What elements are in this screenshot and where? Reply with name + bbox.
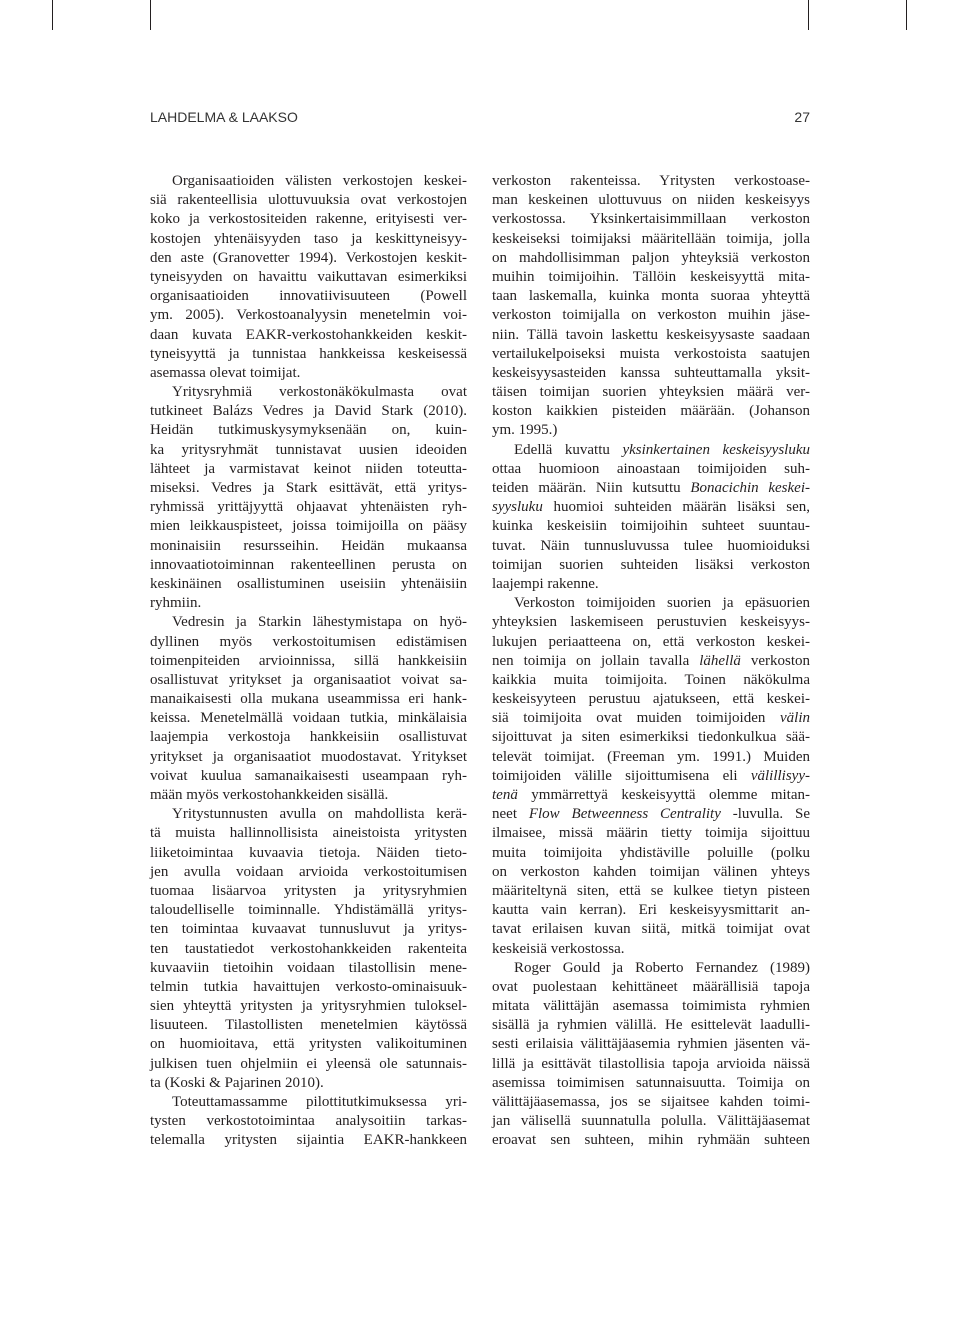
text-line: koko ja verkostositeiden rakenne, erityisesti ver- bbox=[150, 211, 467, 228]
paragraph bbox=[150, 805, 467, 1093]
text-line: lähteet ja varmistavat keinot niiden toteutta- bbox=[150, 460, 467, 477]
text-segment: teiden määrän. Niin kutsuttu bbox=[492, 480, 691, 496]
right-column bbox=[492, 172, 810, 1151]
text-line: jan välisellä suunnatulla polulla. Välittäjäasemat bbox=[492, 1113, 810, 1130]
text-segment: huomioi suhteiden määrän lisäksi sen, bbox=[542, 499, 810, 516]
text-line: Verkoston toimijoiden suorien ja epäsuorien bbox=[514, 595, 810, 612]
crop-mark bbox=[52, 0, 53, 30]
text-segment: verkoston bbox=[740, 652, 810, 669]
text-line: daan kuvata EAKR-verkostohankkeiden keskit- bbox=[150, 326, 467, 343]
text-line: ym. 1995.) bbox=[492, 422, 558, 439]
text-line: toimijan suorien suhteiden lisäksi verkoston bbox=[492, 556, 810, 573]
italic-segment: lähellä bbox=[699, 652, 741, 669]
text-line: keskeiseksi toimijaksi määritellään toimija, jolla bbox=[492, 230, 810, 247]
text-line: tavat erilaisen kuvan siitä, mitkä toimijat ovat bbox=[492, 921, 810, 938]
text-line: ten toimintaa kuvaavat tunnusluvut ja yritys- bbox=[150, 921, 467, 938]
text-line: kautta vain kerran). Eri keskeisyysmittarit an- bbox=[492, 902, 810, 919]
text-line: asemassa olevat toimijat. bbox=[150, 364, 301, 381]
text-line: muihin toimijoihin. Tällöin keskeisyyttä mita- bbox=[492, 268, 810, 285]
text-line: ten taustatiedot verkostohankkeiden rakenteita bbox=[150, 940, 467, 957]
text-line bbox=[492, 652, 810, 671]
italic-segment: tenä bbox=[492, 787, 518, 803]
text-line: laajempia verkostoja hankkeisiin osallistuvat bbox=[150, 729, 467, 746]
text-line: lisuuteen. Tilastollisten menetelmien käytössä bbox=[150, 1017, 467, 1034]
text-line: Vedresin ja Starkin lähestymistapa on hyö- bbox=[172, 614, 467, 631]
text-line: keskinäinen osallistuminen useisiin yhtenäisiin bbox=[150, 575, 467, 592]
text-line: tyneisyyden on havaittu vaikuttavan esimerkiksi bbox=[150, 268, 467, 285]
text-line: niin. Tällä tavoin laskettu keskeisyysaste saadaan bbox=[492, 326, 810, 343]
text-line: mitata välittäjän asemassa toimimista ryhmien bbox=[492, 998, 810, 1015]
text-line: siä rakenteellisia ulottuvuuksia ovat verkostojen bbox=[150, 192, 467, 209]
text-line: keskeisiä verkostossa. bbox=[492, 940, 625, 957]
text-line bbox=[492, 441, 810, 460]
text-line: Yritystunnusten avulla on mahdollista kerä- bbox=[172, 806, 467, 823]
text-line: keskeisyysasteiden kanssa suhteuttamalla yksit- bbox=[492, 364, 810, 381]
text-line: ryhmissä yrittäjyyttä ohjaavat yhtenäisten ryh- bbox=[150, 499, 467, 516]
text-line: tyneisyyttä ja tunnistaa hankkeissa keskeisessä bbox=[150, 345, 467, 362]
text-line: miseksi. Vedres ja Stark esittävät, että yritys- bbox=[150, 480, 467, 496]
text-line: kaikkia muita toimijoita. Toinen näkökulma bbox=[492, 671, 810, 688]
text-line: ta (Koski & Pajarinen 2010). bbox=[150, 1074, 324, 1091]
text-line: koston kaikkien pisteiden määrään. (Johanson bbox=[492, 403, 810, 420]
text-segment: Edellä kuvattu bbox=[514, 441, 623, 458]
text-segment: siä toimijoita ovat muiden toimijoiden bbox=[492, 710, 780, 727]
left-column bbox=[150, 172, 467, 1151]
text-line: mien leikkauspisteet, joissa toimijoilla on pääsy bbox=[150, 518, 467, 535]
text-line bbox=[492, 709, 810, 728]
text-line: liiketoimintaa kuvaavia tietoja. Näiden tieto- bbox=[150, 844, 467, 861]
text-line: asemissa toimimisen satunnaisuutta. Toimija on bbox=[492, 1074, 810, 1091]
text-line: Yritysryhmiä verkostonäkökulmasta ovat bbox=[172, 384, 467, 401]
text-line: tuvat. Näin tunnusluvussa tulee huomioiduksi bbox=[492, 537, 810, 554]
text-line: on mahdollisimman paljon yhteyksiä verkoston bbox=[492, 249, 810, 266]
text-line: osallistuvat yritykset ja organisaatiot voivat sa- bbox=[150, 671, 467, 688]
text-segment: toimijoiden välille sijoittumisena eli bbox=[492, 767, 751, 784]
text-line: tä muista hallinnollisista aineistoista yritysten bbox=[150, 825, 467, 842]
text-line: ottaa huomioon ainoastaan toimijoiden suh- bbox=[492, 460, 810, 477]
italic-segment: yksinkertainen keskeisyysluku bbox=[622, 441, 810, 458]
text-line: sien yhteyttä yritysten ja yritysryhmien tuloksel- bbox=[150, 998, 467, 1015]
text-line: dyllinen myös verkostoitumisen edistämisen bbox=[150, 633, 467, 650]
text-line: tuomaa lisäarvoa yritysten ja yritysryhmien bbox=[150, 882, 467, 899]
paragraph bbox=[492, 959, 810, 1151]
paragraph bbox=[492, 172, 810, 441]
text-line bbox=[492, 498, 810, 517]
text-line bbox=[492, 479, 810, 498]
text-line: ka yritysryhmät tunnistavat uusien ideoiden bbox=[150, 441, 467, 458]
text-line: määriteltynä siten, että se kulkee tietyn pisteen bbox=[492, 882, 810, 899]
text-line: täisen toimijan suorien yhteyksien määrä ver- bbox=[492, 384, 810, 401]
crop-mark bbox=[808, 0, 809, 30]
text-line: kuvaaviin tietoihin voidaan tilastollisin mene- bbox=[150, 959, 467, 976]
text-line: Toteuttamassamme pilottitutkimuksessa yri- bbox=[172, 1094, 467, 1110]
text-line: manaikaisesti olla mukana useammissa eri hank- bbox=[150, 691, 467, 708]
text-line: innovaatiotoiminnan rakenteellinen perusta on bbox=[150, 556, 467, 573]
text-line: sisällä ja ryhmien välillä. He esittelevät laadulli- bbox=[492, 1017, 810, 1034]
crop-mark bbox=[906, 0, 907, 30]
text-line: man keskeinen ulottuvuus on niiden keskeisyys bbox=[492, 192, 810, 209]
italic-segment: Flow Betweenness Centrality bbox=[528, 806, 721, 823]
italic-segment: välin bbox=[780, 710, 810, 727]
paragraph bbox=[150, 1093, 467, 1151]
text-line: vertailukelpoiseksi muista verkostoista saatujen bbox=[492, 345, 810, 362]
text-line: välittäjäasemassa, jos se sijaitsee kahden toimi- bbox=[492, 1094, 810, 1110]
text-line: kuinka keskeisiin toimijoihin suhteet suuntau- bbox=[492, 518, 810, 535]
paragraph bbox=[150, 383, 467, 613]
text-line: ovat puolestaan kehittäneet määrällisiä tapoja bbox=[492, 978, 810, 995]
text-line: moninaisiin resursseihin. Heidän mukaansa bbox=[150, 537, 467, 554]
italic-segment: välillisyy- bbox=[750, 767, 810, 784]
text-line: yhteyksien laskemiseen perustuvien keskeisyys- bbox=[492, 614, 810, 631]
text-line: verkoston rakenteissa. Yritysten verkostoase- bbox=[492, 173, 810, 189]
text-line bbox=[492, 786, 810, 805]
text-line: tysten verkostotoimintaa analysoitiin tarkas- bbox=[150, 1113, 467, 1130]
text-line: jen avulla voidaan arvioida verkostoitumisen bbox=[150, 863, 467, 880]
text-line: voivat kuulua samanaikaisesti useampaan ryh- bbox=[150, 767, 467, 784]
italic-segment: Bonacichin keskei- bbox=[690, 480, 810, 496]
text-line: taloudelliselle toiminnalle. Yhdistämällä yritys- bbox=[150, 902, 467, 919]
text-line: ilmaisee, missä määrin tietty toimija sijoittuu bbox=[492, 825, 810, 842]
text-line: yritykset ja organisaatiot muodostavat. Yritykset bbox=[150, 748, 467, 765]
text-line: Roger Gould ja Roberto Fernandez (1989) bbox=[514, 959, 810, 976]
text-segment: -luvulla. Se bbox=[720, 806, 810, 823]
text-line: sijoittuvat ja siten esimerkiksi tiedonkulkua sää- bbox=[492, 729, 810, 746]
text-line: telmin tutkia havaittujen verkosto-ominaisuuk- bbox=[150, 978, 467, 995]
paragraph bbox=[150, 613, 467, 805]
text-line: mään myös verkostohankkeiden sisällä. bbox=[150, 787, 389, 803]
text-segment: nen toimija on jollain tavalla bbox=[492, 652, 700, 669]
text-line: organisaatioiden innovatiivisuuteen (Powell bbox=[150, 288, 467, 305]
text-line: den aste (Granovetter 1994). Verkostojen keskit- bbox=[150, 249, 467, 266]
text-line: laajempi rakenne. bbox=[492, 575, 599, 592]
text-line: kostojen yhtenäisyyden taso ja keskittyneisyy- bbox=[150, 230, 467, 247]
text-line: televät toimijat. (Freeman ym. 1991.) Muiden bbox=[492, 748, 810, 765]
text-line: verkostossa. Yksinkertaisimmillaan verkoston bbox=[492, 211, 810, 228]
text-line: on huomioitava, että yritysten valikoituminen bbox=[150, 1036, 467, 1053]
text-line: julkisen tuen ohjelmiin ei yleensä ole satunnais- bbox=[150, 1055, 467, 1072]
text-line: lukujen periaatteena on, että verkoston keskei- bbox=[492, 633, 810, 650]
text-line: keskeisyyteen perustuu ajatukseen, että keskei- bbox=[492, 691, 810, 708]
text-line bbox=[492, 767, 810, 786]
italic-segment: syysluku bbox=[492, 499, 543, 516]
page-number: 27 bbox=[794, 109, 810, 125]
paragraph bbox=[492, 594, 810, 959]
text-segment: neet bbox=[492, 806, 529, 823]
text-segment: ymmärrettyä keskeisyyttä olemme mitan- bbox=[517, 787, 810, 803]
text-line: sesti erilaisia välittäjäasemia ryhmien jäsenten vä- bbox=[492, 1036, 810, 1053]
text-line: ym. 2005). Verkostoanalyysin menetelmin voi- bbox=[150, 307, 467, 324]
crop-mark bbox=[150, 0, 151, 30]
text-line: tutkineet Balázs Vedres ja David Stark (2010). bbox=[150, 403, 467, 420]
text-line: Heidän tutkimuskysymyksenään on, kuin- bbox=[150, 422, 467, 439]
text-line: on verkoston kahden toimijan välinen yhteys bbox=[492, 863, 810, 880]
text-line: lillä ja esittävät tilastollisia tapoja arvioida näissä bbox=[492, 1055, 810, 1072]
text-line bbox=[492, 805, 810, 824]
paragraph bbox=[150, 172, 467, 383]
text-line: toimenpiteiden arvioinnissa, sillä hankkeisiin bbox=[150, 652, 467, 669]
text-line: telemalla yritysten sijaintia EAKR-hankkeen bbox=[150, 1132, 467, 1149]
text-line: taan laskemalla, kuinka monta suoraa yhteyttä bbox=[492, 288, 810, 305]
text-line: Organisaatioiden välisten verkostojen keskei- bbox=[172, 173, 467, 189]
paragraph bbox=[492, 441, 810, 595]
text-line: eroavat sen suhteen, mihin ryhmään suhteen bbox=[492, 1132, 810, 1149]
text-line: muita toimijoita yhdistäville poluille (polku bbox=[492, 844, 810, 861]
text-line: ryhmiin. bbox=[150, 595, 202, 612]
text-line: verkoston toimijalla on verkoston muihin jäse- bbox=[492, 307, 810, 324]
running-head: LAHDELMA & LAAKSO bbox=[150, 109, 298, 125]
text-line: keissa. Menetelmällä voidaan tutkia, minkälaisia bbox=[150, 710, 467, 727]
